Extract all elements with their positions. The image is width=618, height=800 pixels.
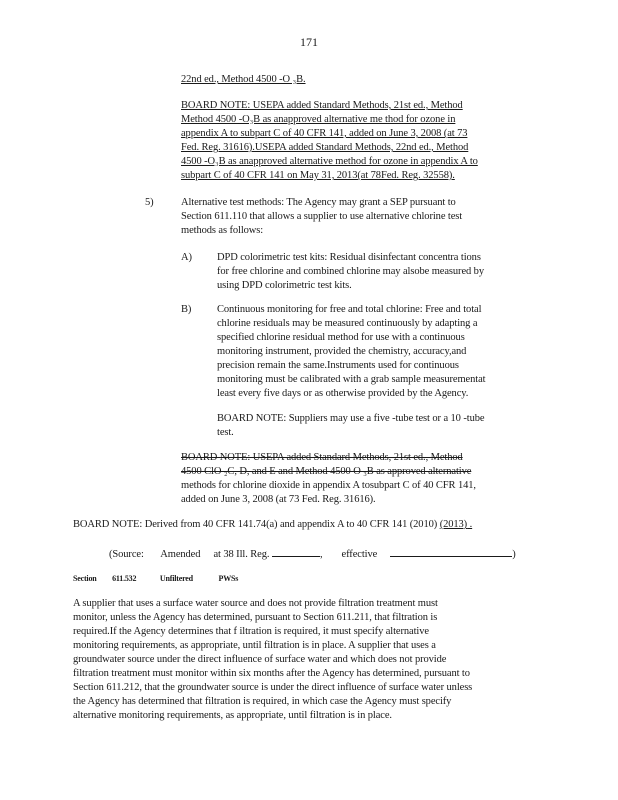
board-note-2 xyxy=(181,451,526,507)
board-note-2-line: BOARD NOTE: USEPA added Standard Methods, 21st ed., Method xyxy=(181,452,463,463)
source-open: (Source: xyxy=(109,549,144,560)
item-b-line: specified chlorine residual method for use with a continuous xyxy=(217,332,465,343)
body-line: monitoring requirements, as appropriate, until filtration is in place. A supplier that uses a xyxy=(73,640,436,651)
section-label: Section xyxy=(73,574,97,583)
item-b-note xyxy=(217,412,527,440)
item-a-line: using DPD colorimetric test kits. xyxy=(217,280,352,291)
item-b-text xyxy=(217,303,527,401)
board-note-1-line: 4500 -O₃B as anapproved alternative method for ozone in appendix A to xyxy=(181,156,478,167)
source-reg-blank xyxy=(272,545,320,557)
item-5-text xyxy=(181,196,526,238)
board-note-2-line: 4500 ClO ₂C, D, and E and Method 4500 O ₃B as approved alternative xyxy=(181,466,472,477)
item-b-line: monitoring must be calibrated with a grab sample measurementat xyxy=(217,374,486,385)
board-note-3-text: BOARD NOTE: Derived from 40 CFR 141.74(a) and appendix A to 40 CFR 141 (2010) xyxy=(73,519,440,530)
board-note-1-line: appendix A to subpart C of 40 CFR 141, added on June 3, 2008 (at 73 xyxy=(181,128,468,139)
item-5-label: 5) xyxy=(145,197,154,208)
section-number: 611.532 xyxy=(112,574,137,583)
body-line: the Agency has determined that filtration is required, in which case the Agency must specify xyxy=(73,696,452,707)
page-number: 171 xyxy=(300,35,318,49)
item-a-line: DPD colorimetric test kits: Residual disinfectant concentra tions xyxy=(217,252,481,263)
item-b-line: monitoring instrument, provided the chemistry, accuracy,and xyxy=(217,346,467,357)
item-b-line: Continuous monitoring for free and total chlorine: Free and total xyxy=(217,304,482,315)
section-heading xyxy=(73,574,238,583)
item-5-line: Alternative test methods: The Agency may grant a SEP pursuant to xyxy=(181,197,456,208)
section-word-1: Unfiltered xyxy=(159,574,193,583)
board-note-1-line: Fed. Reg. 31616).USEPA added Standard Methods, 22nd ed., Method xyxy=(181,142,469,153)
body-line: alternative monitoring requirements, as appropriate, until filtration is in place. xyxy=(73,710,392,721)
item-b-line: precision remain the same.Instruments used for continuous xyxy=(217,360,459,371)
item-b-line: least every five days or as otherwise provided by the Agency. xyxy=(217,388,469,399)
section-word-2: PWSs xyxy=(218,574,239,583)
board-note-3-end: . xyxy=(467,519,473,530)
source-line xyxy=(109,545,516,562)
body-line: A supplier that uses a surface water source and does not provide filtration treatment must xyxy=(73,598,438,609)
source-comma: , xyxy=(319,549,323,560)
board-note-2-line: added on June 3, 2008 (at 73 Fed. Reg. 31616). xyxy=(181,494,376,505)
body-line: monitor, unless the Agency has determined, pursuant to Section 611.211, that filtration is xyxy=(73,612,438,623)
item-b-line: chlorine residuals may be measured continuously by adapting a xyxy=(217,318,478,329)
item-b-note-line: test. xyxy=(217,427,234,438)
body-paragraph xyxy=(73,597,543,723)
item-a-line: for free chlorine and combined chlorine may alsobe measured by xyxy=(217,266,484,277)
body-line: required.If the Agency determines that f iltration is required, it must specify alternative xyxy=(73,626,429,637)
item-b-label: B) xyxy=(181,304,192,315)
board-note-3 xyxy=(73,518,472,532)
item-b-note-line: BOARD NOTE: Suppliers may use a five -tube test or a 10 -tube xyxy=(217,413,485,424)
board-note-1-line: subpart C of 40 CFR 141 on May 31, 2013(at 78Fed. Reg. 32558). xyxy=(181,170,455,181)
source-close: ) xyxy=(512,549,516,560)
item-5-line: methods as follows: xyxy=(181,225,264,236)
board-note-1-line: Method 4500 -O₃B as anapproved alternative me thod for ozone in xyxy=(181,114,456,125)
source-effective-blank xyxy=(390,545,512,557)
item-5-line: Section 611.110 that allows a supplier to use alternative chlorine test xyxy=(181,211,463,222)
top-line: 22nd ed., Method 4500 -O ₃B. xyxy=(181,74,306,85)
board-note-2-line: methods for chlorine dioxide in appendix A tosubpart C of 40 CFR 141, xyxy=(181,480,476,491)
item-a-text xyxy=(217,251,527,293)
source-reg: at 38 Ill. Reg. xyxy=(213,549,270,560)
body-line: Section 611.212, that the groundwater source is under the direct influence of surface water unless xyxy=(73,682,473,693)
body-line: filtration treatment must monitor within six months after the Agency has determined, pursuant to xyxy=(73,668,470,679)
body-line: groundwater source under the direct influence of surface water and which does not provide xyxy=(73,654,447,665)
board-note-1-line: BOARD NOTE: USEPA added Standard Methods, 21st ed., Method xyxy=(181,100,463,111)
source-effective: effective xyxy=(341,549,378,560)
source-amended: Amended xyxy=(160,549,201,560)
board-note-3-year: (2013) xyxy=(439,519,468,530)
board-note-1 xyxy=(181,99,526,183)
item-a-label: A) xyxy=(181,252,192,263)
